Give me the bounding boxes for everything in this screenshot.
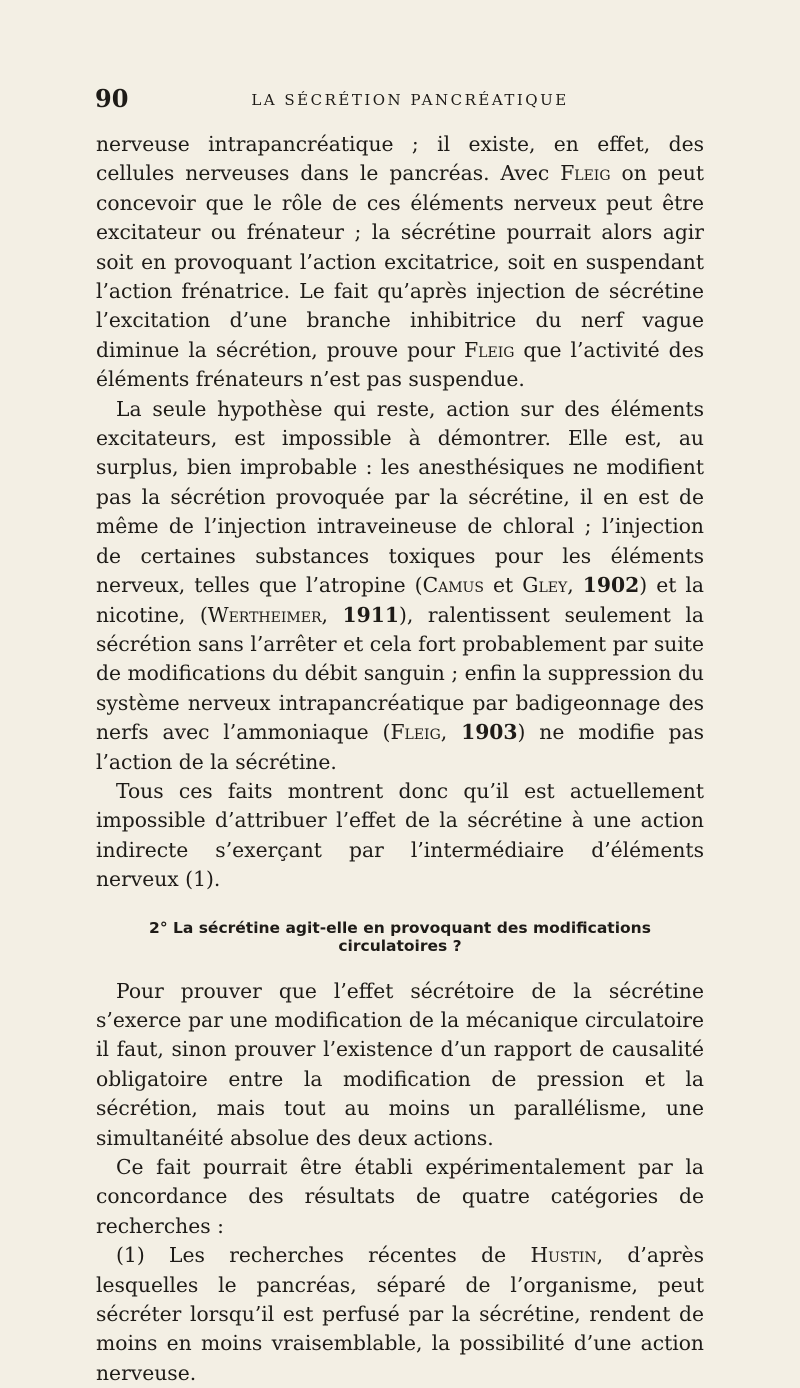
author-name: Hustin	[530, 1243, 597, 1268]
section-heading: 2° La sécrétine agit-elle en provoquant des modifications circulatoires ?	[149, 918, 651, 955]
paragraph-2: La seule hypothèse qui reste, action sur des éléments excitateurs, est impossible à démontrer. Elle est, au surplus, bien improbable : les anesthésiques ne modifient pas la sécrétion provoquée par la sécrétine, il en est de même de l’injection intraveineuse de chloral ; l’injection de certaines substances toxiques pour les éléments nerveux, telles que l’atropine (Camus et Gley, 1902) et la nicotine, (Wertheimer, 1911), ralentissent seulement la sécrétion sans l’arrêter et cela fort probablement par suite de modifications du débit sanguin ; enfin la suppression du système nerveux intrapancréatique par badigeonnage des nerfs avec l’ammoniaque (Fleig, 1903) ne modifie pas l’action de la sécrétine.	[96, 396, 704, 774]
running-head: LA SÉCRÉTION PANCRÉATIQUE	[251, 91, 569, 109]
author-name: Fleig	[560, 161, 611, 186]
citation-year: 1903	[461, 720, 518, 745]
author-name: Fleig	[390, 720, 441, 745]
paragraph-3: Tous ces faits montrent donc qu’il est actuellement impossible d’attribuer l’effet de la sécrétine à une action indirecte s’exerçant par l’intermédiaire d’éléments nerveux (1).	[96, 778, 704, 892]
citation-year: 1902	[582, 573, 640, 598]
footnote: (1) Les recherches récentes de Hustin, d’après lesquelles le pancréas, séparé de l’organisme, peut sécréter lorsqu’il est perfusé par la sécrétine, rendent de moins en moins vraisemblable, la possibilité d’une action nerveuse.	[96, 1243, 704, 1385]
paragraph-4: Pour prouver que l’effet sécrétoire de la sécrétine s’exerce par une modification de la mécanique circulatoire il faut, sinon prouver l’existence d’un rapport de causalité obligatoire entre la modification de pression et la sécrétion, mais tout au moins un parallélisme, une simultanéité absolue des deux actions.	[96, 978, 704, 1150]
paragraph-1: nerveuse intrapancréatique ; il existe, en effet, des cellules nerveuses dans le pancréas. Avec Fleig on peut concevoir que le rôle de ces éléments nerveux peut être excitateur ou frénateur ; la sécrétine pourrait alors agir soit en provoquant l’action excitatrice, soit en suspendant l’action frénatrice. Le fait qu’après injection de sécrétine l’excitation d’une branche inhibitrice du nerf vague diminue la sécrétion, prouve pour Fleig que l’activité des éléments frénateurs n’est pas suspendue.	[96, 132, 704, 392]
page-number: 90	[95, 84, 129, 113]
author-name: Wertheimer	[207, 602, 322, 627]
author-name: Fleig	[464, 337, 515, 362]
author-name: Camus	[422, 573, 484, 598]
page-content	[96, 130, 704, 1388]
author-name: Gley	[522, 573, 568, 598]
paragraph-5: Ce fait pourrait être établi expérimentalement par la concordance des résultats de quatre catégories de recherches :	[96, 1155, 704, 1238]
citation-year: 1911	[342, 602, 399, 627]
